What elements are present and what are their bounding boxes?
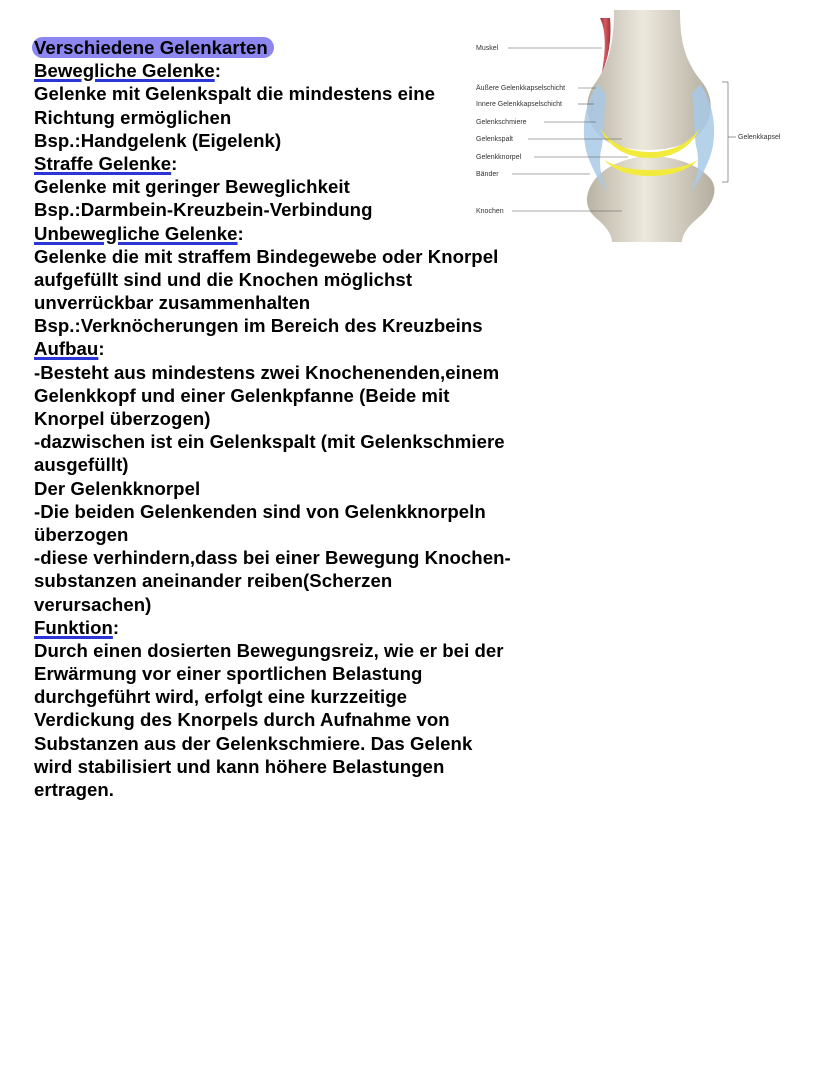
joint-diagram bbox=[472, 10, 792, 242]
text-line: verursachen) bbox=[34, 593, 152, 615]
joint-diagram-svg bbox=[472, 10, 792, 242]
heading-unbewegliche: Unbewegliche Gelenke bbox=[34, 222, 238, 244]
text-line: Bsp.:Darmbein-Kreuzbein-Verbindung bbox=[34, 199, 373, 221]
text-line: -diese verhindern,dass bei einer Bewegung Knochen- bbox=[34, 547, 511, 569]
lower-bone bbox=[587, 156, 715, 242]
text-line: Verdickung des Knorpels durch Aufnahme von bbox=[34, 709, 450, 731]
heading-colon: : bbox=[171, 152, 178, 174]
label-aeussere-kapselschicht: Äußere Gelenkkapselschicht bbox=[476, 85, 566, 92]
text-line: ausgefüllt) bbox=[34, 454, 129, 476]
heading-colon: : bbox=[98, 338, 105, 360]
label-gelenkschmiere: Gelenkschmiere bbox=[476, 119, 527, 126]
text-line: wird stabilisiert und kann höhere Belastungen bbox=[34, 755, 445, 777]
heading-colon: : bbox=[112, 616, 120, 638]
text-line: Knorpel überzogen) bbox=[34, 408, 211, 429]
title: Verschiedene Gelenkarten bbox=[32, 37, 274, 58]
text-line: -Die beiden Gelenkenden sind von Gelenkknorpeln bbox=[34, 500, 486, 522]
text-line: ertragen. bbox=[34, 779, 115, 800]
heading-straffe: Straffe Gelenke bbox=[34, 152, 172, 174]
text-line: Gelenke die mit straffem Bindegewebe oder Knorpel bbox=[34, 245, 499, 267]
label-knochen: Knochen bbox=[476, 208, 504, 215]
label-gelenkknorpel: Gelenkknorpel bbox=[476, 154, 522, 161]
heading-colon: : bbox=[214, 60, 221, 82]
text-line: Der Gelenkknorpel bbox=[34, 477, 201, 499]
text-line: Gelenke mit Gelenkspalt die mindestens eine bbox=[34, 83, 436, 105]
heading-funktion: Funktion bbox=[34, 616, 113, 638]
heading-colon: : bbox=[237, 222, 244, 244]
text-line: unverrückbar zusammenhalten bbox=[34, 292, 311, 314]
text-line: durchgeführt wird, erfolgt eine kurzzeitige bbox=[34, 686, 408, 708]
text-line: Gelenkkopf und einer Gelenkpfanne (Beide mit bbox=[34, 384, 450, 406]
label-baender: Bänder bbox=[476, 171, 499, 178]
text-line: aufgefüllt sind und die Knochen möglichst bbox=[34, 268, 413, 290]
text-line: substanzen aneinander reiben(Scherzen bbox=[34, 570, 393, 592]
text-line: -dazwischen ist ein Gelenkspalt (mit Gelenkschmiere bbox=[34, 431, 505, 453]
heading-aufbau-line bbox=[34, 337, 574, 360]
text-line: Bsp.:Handgelenk (Eigelenk) bbox=[34, 129, 282, 151]
heading-aufbau: Aufbau bbox=[34, 338, 99, 360]
text-line: überzogen bbox=[34, 523, 129, 545]
label-innere-kapselschicht: Innere Gelenkkapselschicht bbox=[476, 101, 562, 108]
text-line: Gelenke mit geringer Beweglichkeit bbox=[34, 176, 350, 198]
text-line: Substanzen aus der Gelenkschmiere. Das Gelenk bbox=[34, 732, 473, 754]
label-gelenkspalt: Gelenkspalt bbox=[476, 136, 513, 143]
label-gelenkkapsel: Gelenkkapsel bbox=[738, 134, 781, 141]
text-line: Bsp.:Verknöcherungen im Bereich des Kreuzbeins bbox=[34, 315, 483, 337]
label-muskel: Muskel bbox=[476, 45, 499, 52]
text-line: Richtung ermöglichen bbox=[34, 106, 232, 128]
text-line: -Besteht aus mindestens zwei Knochenenden,einem bbox=[34, 361, 500, 383]
heading-bewegliche: Bewegliche Gelenke bbox=[34, 60, 215, 82]
heading-funktion-line bbox=[34, 616, 574, 639]
text-line: Durch einen dosierten Bewegungsreiz, wie er bei der bbox=[34, 639, 504, 661]
text-line: Erwärmung vor einer sportlichen Belastung bbox=[34, 663, 423, 685]
